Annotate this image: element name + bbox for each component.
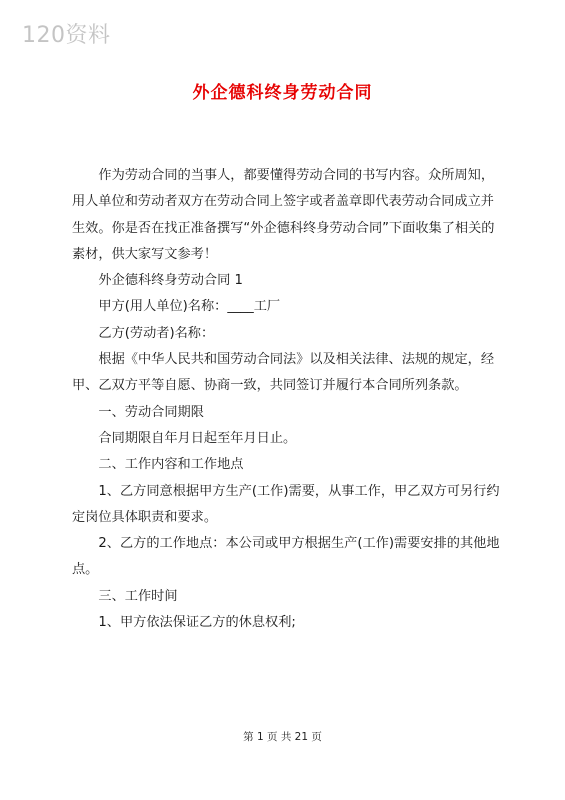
legal-basis-paragraph: 根据《中华人民共和国劳动合同法》以及相关法律、法规的规定，经甲、乙双方平等自愿、协商一致，共同签订并履行本合同所列条款。 [72,352,495,394]
watermark-logo: 120资料 [22,23,111,48]
document-title: 外企德科终身劳动合同 [192,83,373,103]
page-footer: 第 1 页 共 21 页 [243,731,322,743]
intro-paragraph: 作为劳动合同的当事人，都要懂得劳动合同的书写内容。众所周知，用人单位和劳动者双方在劳动合同上签字或者盖章即代表劳动合同成立并生效。你是否在找正准备撰写“外企德科终身劳动合同”下面收集了相关的素材，供大家写文参考！ [72,168,495,262]
contract-heading: 外企德科终身劳动合同 1 [98,273,243,289]
party-a-line: 甲方(用人单位)名称：____工厂 [98,299,281,315]
hours-clause-1: 1、甲方依法保证乙方的休息权利; [98,615,296,631]
work-clause-2: 2、乙方的工作地点：本公司或甲方根据生产(工作)需要安排的其他地点。 [72,536,500,578]
party-b-line: 乙方(劳动者)名称： [98,325,215,341]
section-heading-hours: 三、工作时间 [98,588,178,604]
work-clause-1: 1、乙方同意根据甲方生产(工作)需要，从事工作，甲乙双方可另行约定岗位具体职责和要求。 [72,483,500,525]
section-heading-term: 一、劳动合同期限 [98,404,204,420]
document-body [72,163,500,636]
section-heading-work: 二、工作内容和工作地点 [98,457,244,473]
term-paragraph: 合同期限自年月日起至年月日止。 [98,430,297,446]
